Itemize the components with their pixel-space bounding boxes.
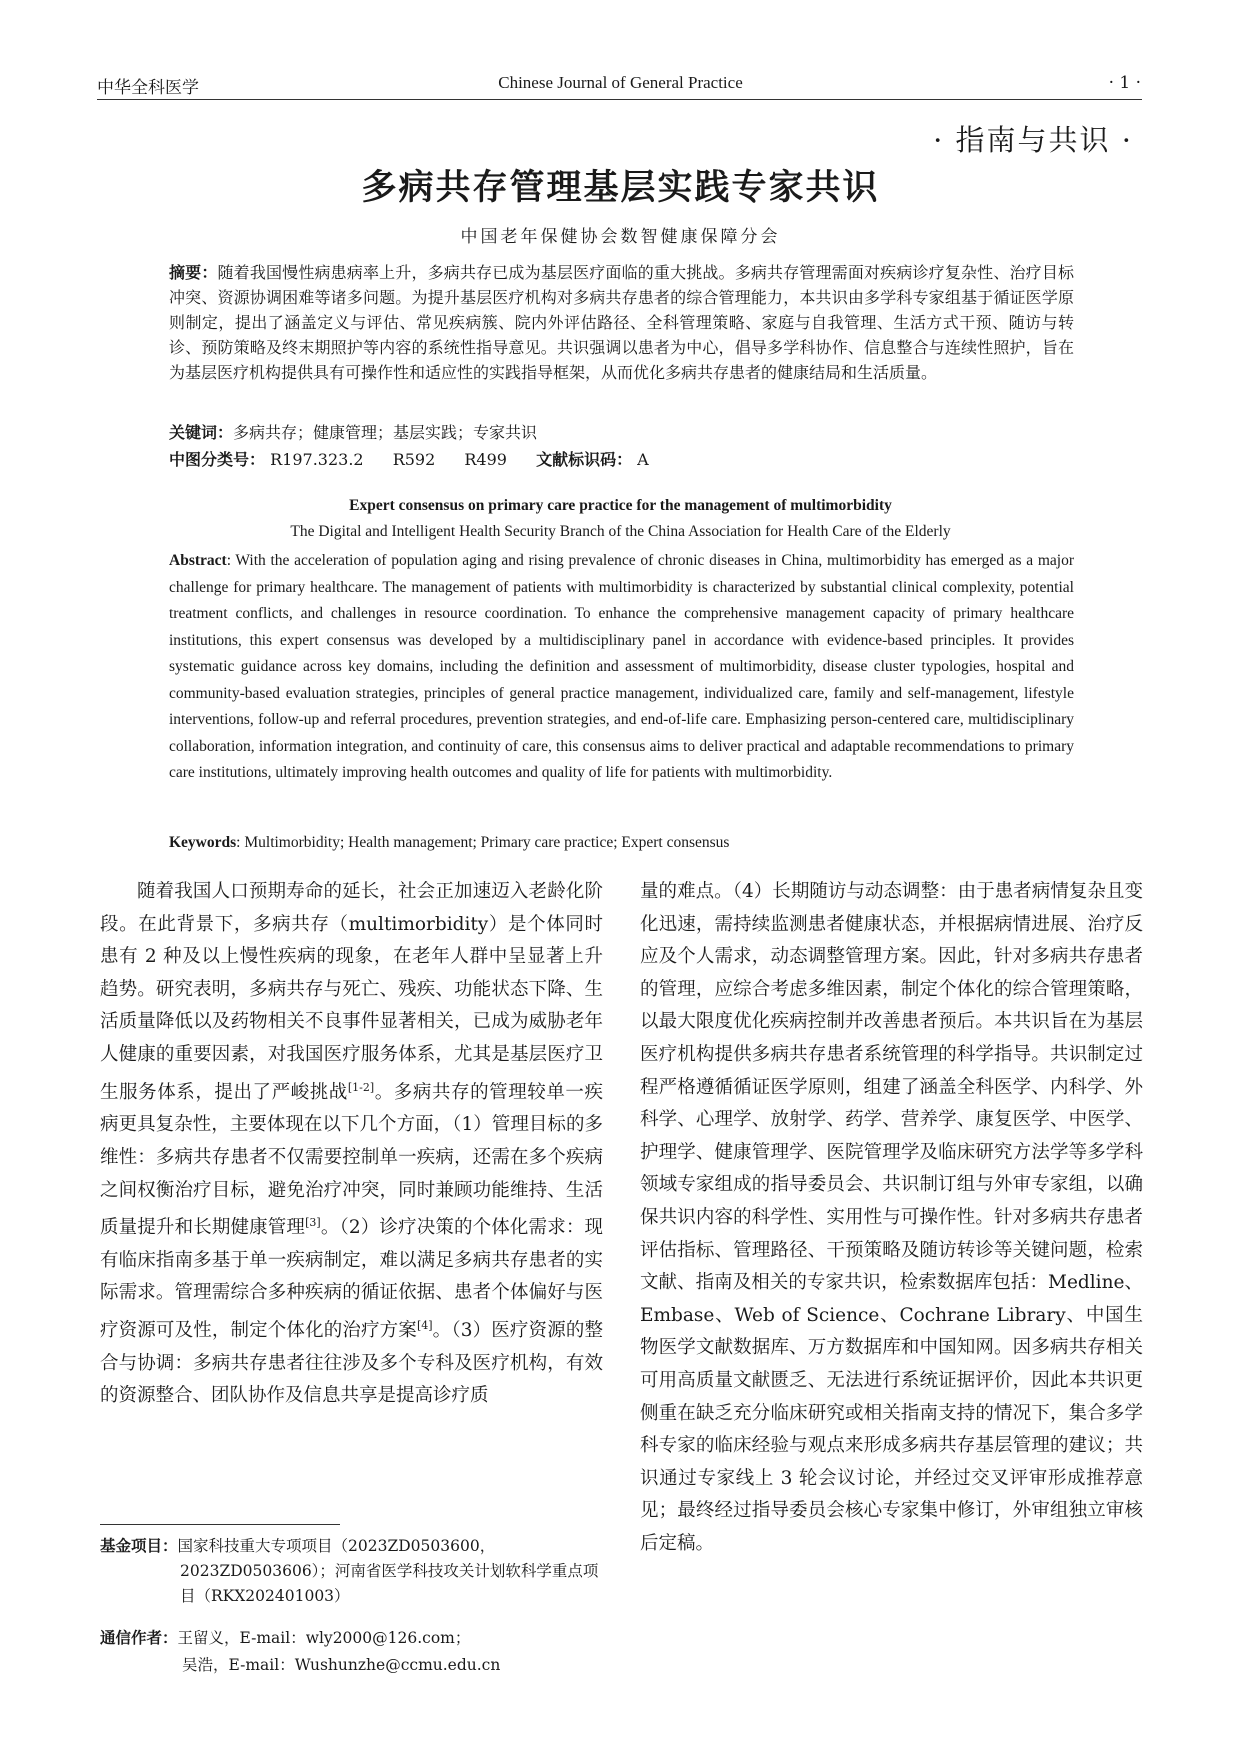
funding-label: 基金项目： — [100, 1537, 178, 1555]
body-paragraph-right: 量的难点。（4）长期随访与动态调整：由于患者病情复杂且变化迅速，需持续监测患者健康状态，并根据病情进展、治疗反应及个人需求，动态调整管理方案。因此，针对多病共存患者的管理，应综合考虑多维因素，制定个体化的综合管理策略，以最大限度优化疾病控制并改善患者预后。本共识旨在为基层医疗机构提供多病共存患者系统管理的科学指导。共识制定过程严格遵循循证医学原则，组建了涵盖全科医学、内科学、外科学、心理学、放射学、药学、营养学、康复医学、中医学、护理学、健康管理学、医院管理学及临床研究方法学等多学科领域专家组成的指导委员会、共识制订组与外审专家组，以确保共识内容的科学性、实用性与可操作性。针对多病共存患者评估指标、管理路径、干预策略及随访转诊等关键问题，检索文献、指南及相关的专家共识，检索数据库包括：Medline、Embase、Web of Science、Cochrane Library、中国生物医学文献数据库、万方数据库和中国知网。因多病共存相关可用高质量文献匮乏、无法进行系统证据评价，因此本共识更侧重在缺乏充分临床研究或相关指南支持的情况下，集合多学科专家的临床经验与观点来形成多病共存基层管理的建议；共识通过专家线上 3 轮会议讨论，并经过交叉评审形成推荐意见；最终经过指导委员会核心专家集中修订，外审组独立审核后定稿。 — [640, 881, 1143, 1554]
journal-name-cn: 中华全科医学 — [97, 78, 199, 98]
keywords-cn-text: 多病共存；健康管理；基层实践；专家共识 — [233, 423, 538, 442]
author-organization: 中国老年保健协会数智健康保障分会 — [460, 227, 781, 247]
english-title: Expert consensus on primary care practice for the management of multimorbidity — [349, 497, 892, 514]
keywords-en-label: Keywords — [169, 834, 237, 851]
body-text: 随着我国人口预期寿命的延长，社会正加速迈入老龄化阶段。在此背景下，多病共存（multimorbidity）是个体同时患有 2 种及以上慢性疾病的现象，在老年人群中呈显著上升趋势。研究表明，多病共存与死亡、残疾、功能状态下降、生活质量降低以及药物相关不良事件显著相关，已成为威胁老年人健康的重要因素，对我国医疗服务体系，尤其是基层医疗卫生服务体系，提出了严峻挑战 — [100, 881, 603, 1103]
citation-ref[interactable]: [3] — [305, 1216, 321, 1230]
journal-name-en: Chinese Journal of General Practice — [498, 73, 743, 92]
document-code: A — [637, 450, 649, 469]
corresponding-author — [100, 1625, 600, 1679]
funding-note — [100, 1534, 600, 1609]
abstract-en — [169, 548, 1074, 787]
abstract-en-text: : With the acceleration of population aging and rising prevalence of chronic diseases in China, multimorbidity has emerged as a major challenge for primary healthcare. The management of patients with multimorbidity is characterized by substantial clinical complexity, potential treatment conflicts, and challenges in resource coordination. To enhance the comprehensive management capacity of primary healthcare institutions, this expert consensus was developed by a multidisciplinary panel in accordance with evidence-based principles. It provides systematic guidance across key domains, including the definition and assessment of multimorbidity, disease cluster typologies, hospital and community-based evaluation strategies, principles of general practice management, individualized care, family and self-management, lifestyle interventions, follow-up and referral procedures, prevention strategies, and end-of-life care. Emphasizing person-centered care, multidisciplinary collaboration, information integration, and continuity of care, this consensus aims to deliver practical and adaptable recommendations to primary care institutions, ultimately improving health outcomes and quality of life for patients with multimorbidity. — [169, 552, 1074, 781]
header-divider — [97, 99, 1142, 100]
funding-text: 国家科技重大专项项目（2023ZD0503600，2023ZD0503606）；河南省医学科技攻关计划软科学重点项目（RKX202401003） — [177, 1537, 599, 1605]
english-organization: The Digital and Intelligent Health Security Branch of the China Association for Health Care of the Elderly — [290, 523, 951, 540]
footnote-divider — [100, 1524, 340, 1525]
keywords-en-text: : Multimorbidity; Health management; Primary care practice; Expert consensus — [236, 834, 730, 851]
corresponding-author-1: 王留义，E-mail：wly2000@126.com； — [177, 1629, 471, 1647]
abstract-cn — [169, 260, 1074, 385]
corresponding-label: 通信作者： — [100, 1629, 178, 1647]
classification-code: R197.323.2 — [270, 450, 364, 469]
paper-title: 多病共存管理基层实践专家共识 — [361, 167, 880, 208]
abstract-cn-text: 随着我国慢性病患病率上升，多病共存已成为基层医疗面临的重大挑战。多病共存管理需面对疾病诊疗复杂性、治疗目标冲突、资源协调困难等诸多问题。为提升基层医疗机构对多病共存患者的综合管理能力，本共识由多学科专家组基于循证医学原则制定，提出了涵盖定义与评估、常见疾病簇、院内外评估路径、全科管理策略、家庭与自我管理、生活方式干预、随访与转诊、预防策略及终末期照护等内容的系统性指导意见。共识强调以患者为中心，倡导多学科协作、信息整合与连续性照护，旨在为基层医疗机构提供具有可操作性和适应性的实践指导框架，从而优化多病共存患者的健康结局和生活质量。 — [169, 263, 1074, 382]
keywords-en — [169, 834, 729, 852]
citation-ref[interactable]: [1-2] — [347, 1080, 375, 1094]
abstract-en-label: Abstract — [169, 552, 227, 569]
body-text: 。多病共存的管理较单一疾病更具复杂性，主要体现在以下几个方面，（1）管理目标的多维性：多病共存患者不仅需要控制单一疾病，还需在多个疾病之间权衡治疗目标，避免治疗冲突，同时兼顾功能维持、生活质量提升和长期健康管理 — [100, 1081, 603, 1239]
classification-code: R592 — [392, 450, 436, 469]
page-number: · 1 · — [1108, 73, 1141, 93]
keywords-cn — [169, 420, 537, 443]
abstract-cn-label: 摘要： — [169, 263, 218, 282]
keywords-cn-label: 关键词： — [169, 423, 234, 442]
corresponding-author-2: 吴浩，E-mail：Wushunzhe@ccmu.edu.cn — [182, 1656, 501, 1674]
classification-line — [169, 447, 673, 470]
body-text: 。（2）诊疗决策的个体化需求：现有临床指南多基于单一疾病制定，难以满足多病共存患者的实际需求。管理需综合多种疾病的循证依据、患者个体偏好与医疗资源可及性，制定个体化的治疗方案 — [100, 1217, 603, 1342]
classification-code: R499 — [464, 450, 507, 469]
classification-label: 中图分类号： — [169, 450, 266, 469]
section-label: · 指南与共识 · — [933, 123, 1133, 157]
document-code-label: 文献标识码： — [536, 450, 633, 469]
body-text: 。（3）医疗资源的整合与协调：多病共存患者往往涉及多个专科及医疗机构，有效的资源整合、团队协作及信息共享是提高诊疗质 — [100, 1320, 603, 1407]
citation-ref[interactable]: [4] — [416, 1319, 433, 1333]
body-paragraph-left — [100, 876, 603, 1413]
